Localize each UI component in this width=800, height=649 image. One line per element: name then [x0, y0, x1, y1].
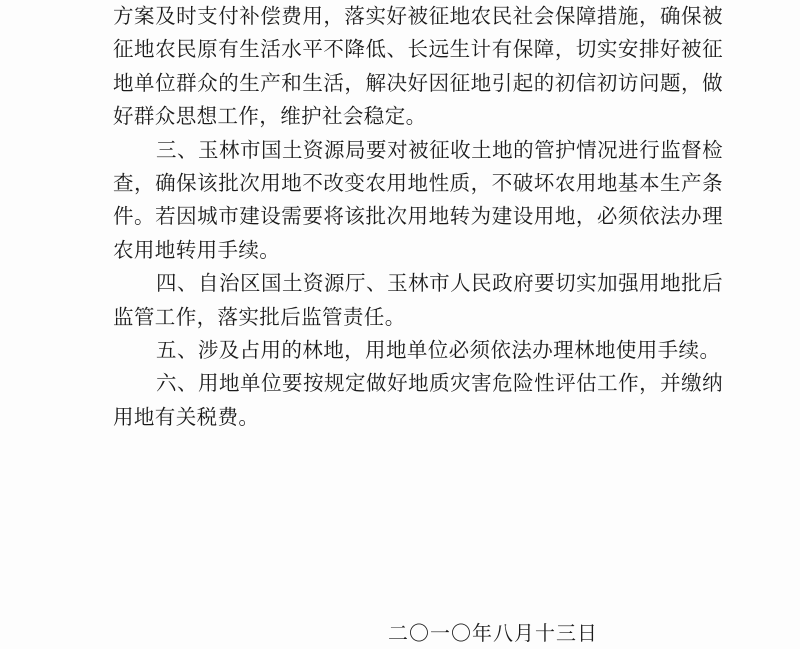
paragraph-item-five: 五、涉及占用的林地，用地单位必须依法办理林地使用手续。	[156, 338, 721, 363]
document-body	[113, 0, 723, 434]
document-date: 二〇一〇年八月十三日	[388, 621, 598, 645]
paragraph-continuation: 方案及时支付补偿费用，落实好被征地农民社会保障措施，确保被征地农民原有生活水平不降低、长远生计有保障，切实安排好被征地单位群众的生产和生活，解决好因征地引起的初信初访问题，做好群众思想工作，维护社会稳定。	[113, 4, 723, 129]
paragraph-item-four: 四、自治区国土资源厅、玉林市人民政府要切实加强用地批后监管工作，落实批后监管责任。	[113, 271, 723, 329]
paragraph-item-three: 三、玉林市国土资源局要对被征收土地的管护情况进行监督检查，确保该批次用地不改变农用地性质，不破坏农用地基本生产条件。若因城市建设需要将该批次用地转为建设用地，必须依法办理农用地转用手续。	[113, 137, 723, 262]
paragraph-item-six: 六、用地单位要按规定做好地质灾害危险性评估工作，并缴纳用地有关税费。	[113, 371, 723, 429]
